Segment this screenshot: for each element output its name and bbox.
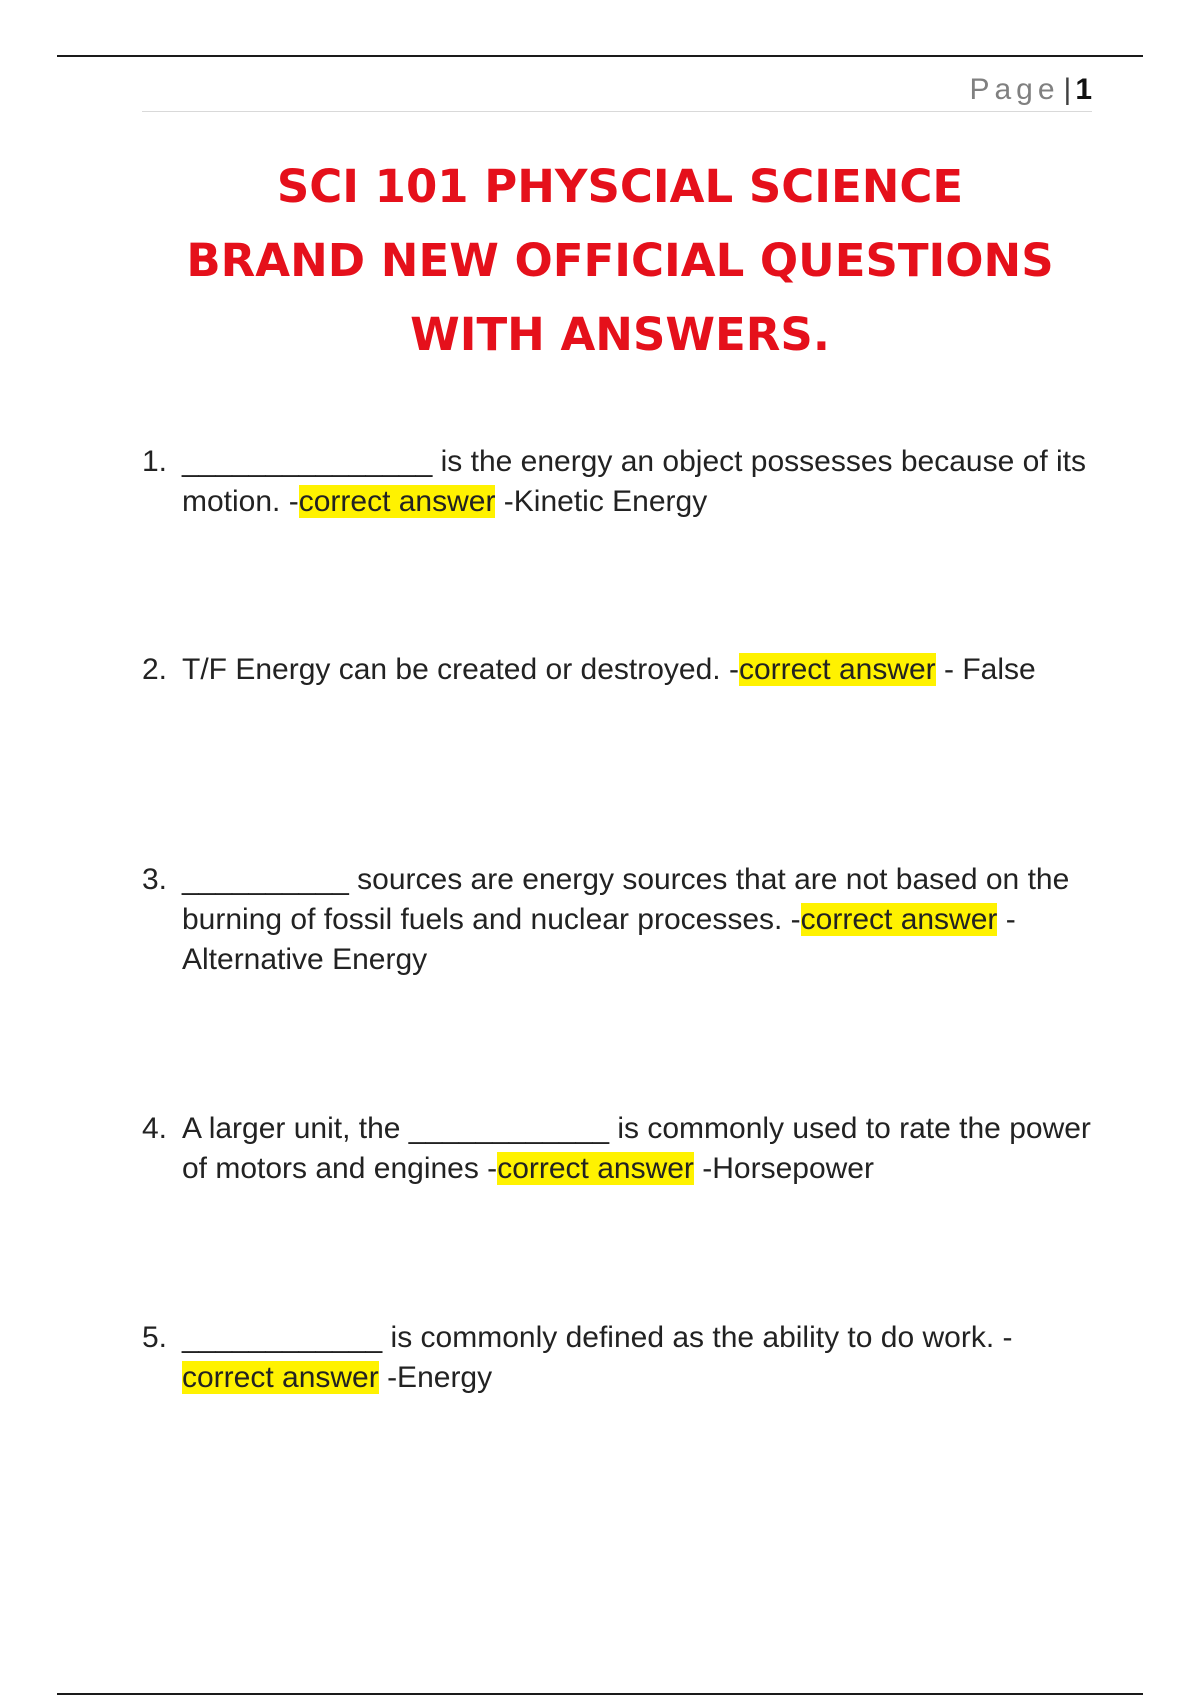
question-answer: -Horsepower bbox=[693, 1152, 874, 1185]
question-3 bbox=[142, 860, 1102, 980]
top-rule bbox=[57, 55, 1143, 57]
document-title bbox=[130, 150, 1110, 372]
question-answer: -Alternative Energy bbox=[182, 903, 1016, 976]
question-5 bbox=[142, 1318, 1102, 1398]
title-line-3: WITH ANSWERS. bbox=[410, 308, 830, 361]
question-prompt: _______________ is the energy an object possesses because of its motion. - bbox=[182, 445, 1095, 518]
title-line-2: BRAND NEW OFFICIAL QUESTIONS bbox=[186, 234, 1054, 287]
bottom-rule bbox=[57, 1693, 1143, 1695]
question-number: 4. bbox=[142, 1112, 168, 1145]
title-line-1: SCI 101 PHYSCIAL SCIENCE bbox=[276, 160, 964, 213]
correct-answer-label: correct answer bbox=[800, 903, 998, 936]
question-number: 3. bbox=[142, 863, 168, 896]
question-number: 1. bbox=[142, 445, 168, 478]
question-2 bbox=[142, 650, 1102, 690]
question-4 bbox=[142, 1109, 1102, 1189]
question-prompt: __________ sources are energy sources that are not based on the burning of fossil fuels and nuclear processes. - bbox=[182, 863, 1078, 936]
question-1 bbox=[142, 442, 1102, 522]
question-answer: -Energy bbox=[378, 1361, 493, 1394]
correct-answer-label: correct answer bbox=[182, 1361, 379, 1394]
question-answer: -Kinetic Energy bbox=[495, 485, 708, 518]
question-body bbox=[182, 1109, 1102, 1189]
page-label: Page bbox=[969, 73, 1060, 106]
question-prompt: A larger unit, the ____________ is commonly used to rate the power of motors and engines - bbox=[182, 1112, 1100, 1185]
correct-answer-label: correct answer bbox=[738, 653, 936, 686]
page-number: 1 bbox=[1075, 73, 1092, 106]
question-prompt: T/F Energy can be created or destroyed. - bbox=[182, 653, 739, 686]
question-number: 5. bbox=[142, 1321, 168, 1354]
page-header bbox=[142, 70, 1092, 110]
question-body bbox=[182, 1318, 1102, 1398]
question-body bbox=[182, 442, 1102, 522]
question-number: 2. bbox=[142, 653, 168, 686]
question-answer: - False bbox=[935, 653, 1036, 686]
question-prompt: ____________ is commonly defined as the ability to do work. - bbox=[182, 1321, 1021, 1354]
header-rule bbox=[142, 111, 1092, 112]
correct-answer-label: correct answer bbox=[497, 1152, 694, 1185]
question-body bbox=[182, 650, 1102, 690]
correct-answer-label: correct answer bbox=[298, 485, 496, 518]
question-body bbox=[182, 860, 1102, 980]
page-separator: | bbox=[1063, 73, 1072, 106]
